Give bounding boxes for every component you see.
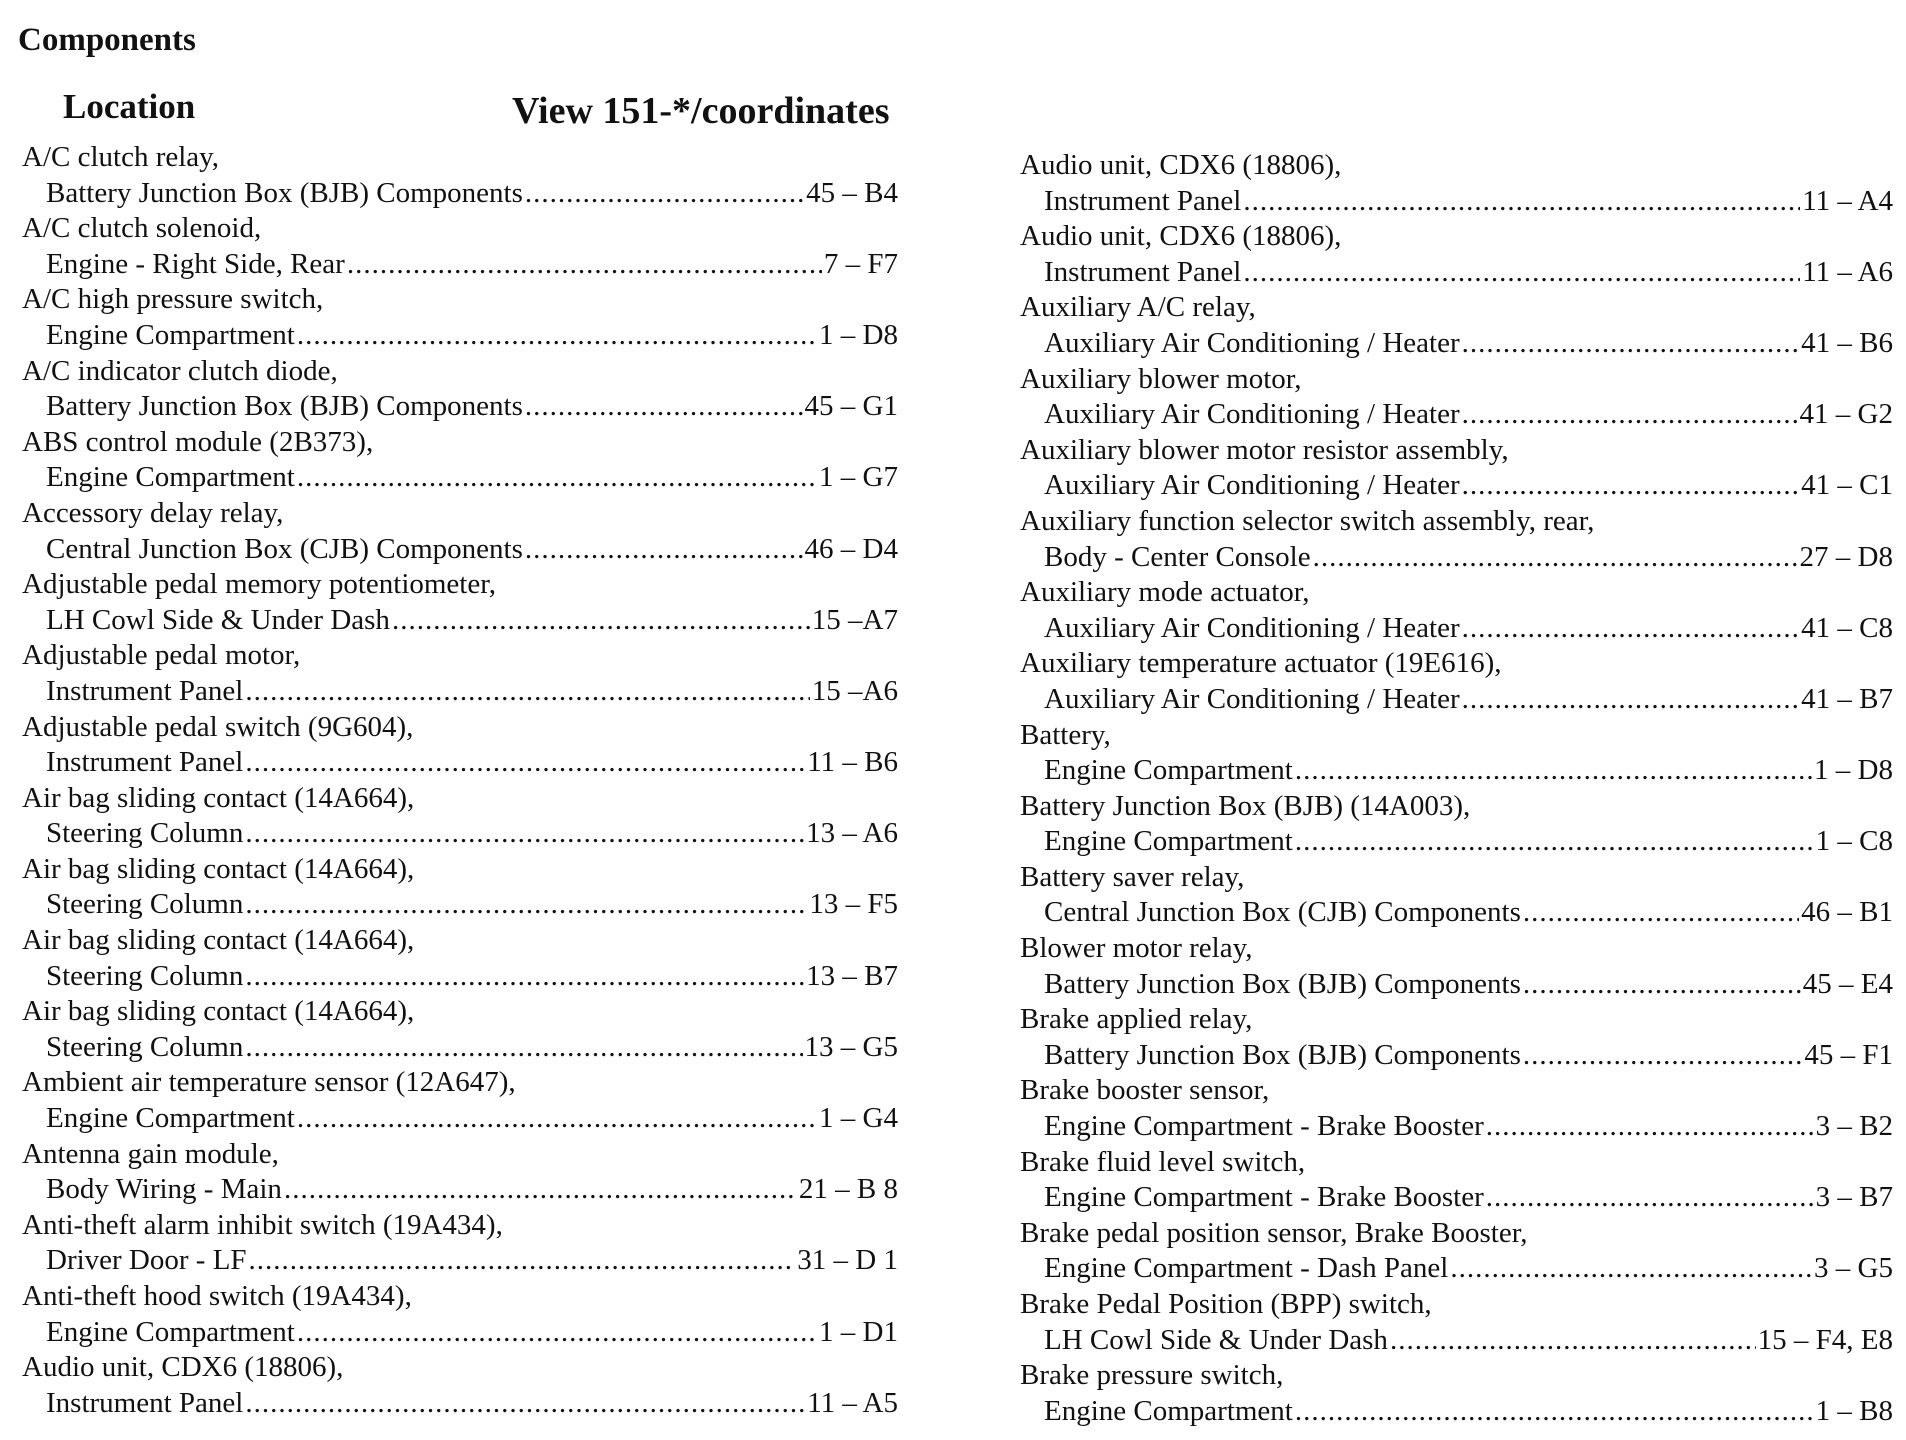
dot-leader xyxy=(1462,468,1800,504)
dot-leader xyxy=(245,887,807,923)
dot-leader xyxy=(297,460,817,496)
component-coordinates: 46 – B1 xyxy=(1801,896,1893,929)
component-entry xyxy=(22,923,898,994)
component-coordinates: 13 – A6 xyxy=(806,817,898,850)
component-coordinates: 11 – A6 xyxy=(1802,255,1893,288)
component-entry xyxy=(1020,148,1893,219)
dot-leader xyxy=(249,1243,796,1279)
dot-leader xyxy=(1462,326,1800,362)
component-coordinates: 3 – B2 xyxy=(1815,1110,1893,1143)
component-entry xyxy=(1020,860,1893,931)
component-location: Body Wiring - Main xyxy=(46,1173,282,1206)
dot-leader xyxy=(1295,1394,1814,1430)
dot-leader xyxy=(245,1030,802,1066)
component-location: Body - Center Console xyxy=(1044,540,1311,573)
component-entry xyxy=(1020,931,1893,1002)
component-entry xyxy=(1020,433,1893,504)
component-location: Instrument Panel xyxy=(1044,255,1242,288)
component-coordinates: 41 – G2 xyxy=(1799,398,1893,431)
component-location: Instrument Panel xyxy=(46,746,244,779)
component-location: Battery Junction Box (BJB) Components xyxy=(1044,1038,1521,1071)
dot-leader xyxy=(297,1315,817,1351)
dot-leader xyxy=(525,532,803,568)
component-location: Engine - Right Side, Rear xyxy=(46,247,345,280)
component-coordinates: 45 – F1 xyxy=(1804,1038,1893,1071)
component-coordinates: 11 – A4 xyxy=(1802,184,1893,217)
component-name: Brake fluid level switch, xyxy=(1020,1145,1306,1178)
component-location: Steering Column xyxy=(46,817,244,850)
dot-leader xyxy=(1295,824,1814,860)
component-name: Brake Pedal Position (BPP) switch, xyxy=(1020,1288,1432,1320)
component-entry xyxy=(22,1065,898,1136)
component-entry xyxy=(22,710,898,781)
component-coordinates: 31 – D 1 xyxy=(797,1244,898,1277)
component-location: Auxiliary Air Conditioning / Heater xyxy=(1044,682,1460,715)
component-entry xyxy=(1020,290,1893,361)
dot-leader xyxy=(1462,611,1800,647)
component-location: Battery Junction Box (BJB) Components xyxy=(46,390,523,423)
component-location: Battery Junction Box (BJB) Components xyxy=(1044,967,1521,1000)
component-location: Instrument Panel xyxy=(1044,184,1242,217)
component-coordinates: 45 – E4 xyxy=(1802,967,1893,1000)
component-coordinates: 45 – G1 xyxy=(804,390,898,423)
component-location: Steering Column xyxy=(46,1030,244,1063)
component-entry xyxy=(22,425,898,496)
component-name: Air bag sliding contact (14A664), xyxy=(22,995,415,1028)
component-name: Auxiliary blower motor, xyxy=(1020,362,1302,395)
component-entry xyxy=(22,140,898,211)
dot-leader xyxy=(1486,1109,1814,1145)
component-name: Auxiliary temperature actuator (19E616), xyxy=(1020,647,1502,680)
component-name: A/C high pressure switch, xyxy=(22,283,324,316)
component-name: Auxiliary A/C relay, xyxy=(1020,291,1256,324)
component-name: ABS control module (2B373), xyxy=(22,425,374,458)
component-location: Engine Compartment xyxy=(1044,754,1293,787)
right-column-list xyxy=(1020,148,1893,1429)
component-entry xyxy=(22,994,898,1065)
component-coordinates: 1 – G4 xyxy=(819,1102,898,1135)
component-name: Adjustable pedal motor, xyxy=(22,639,301,672)
component-entry xyxy=(22,496,898,567)
component-location: Auxiliary Air Conditioning / Heater xyxy=(1044,611,1460,644)
component-location: Central Junction Box (CJB) Components xyxy=(1044,896,1521,929)
view-coordinates-column-header: View 151-*/coordinates xyxy=(512,90,890,132)
component-coordinates: 1 – D8 xyxy=(819,318,898,351)
component-coordinates: 27 – D8 xyxy=(1799,540,1893,573)
component-name: Brake applied relay, xyxy=(1020,1003,1253,1036)
component-coordinates: 11 – B6 xyxy=(807,746,898,779)
component-name: Anti-theft alarm inhibit switch (19A434), xyxy=(22,1208,503,1241)
location-column-header: Location xyxy=(63,87,196,126)
component-location: Engine Compartment xyxy=(1044,1394,1293,1427)
component-entry xyxy=(22,354,898,425)
component-name: Audio unit, CDX6 (18806), xyxy=(1020,220,1342,253)
component-entry xyxy=(1020,575,1893,646)
component-coordinates: 7 – F7 xyxy=(823,247,898,280)
component-name: A/C clutch relay, xyxy=(22,141,220,173)
component-entry xyxy=(1020,1216,1893,1287)
component-coordinates: 45 – B4 xyxy=(806,176,898,209)
component-location: Engine Compartment xyxy=(46,1315,295,1348)
component-location: Driver Door - LF xyxy=(46,1244,247,1277)
component-location: Auxiliary Air Conditioning / Heater xyxy=(1044,398,1460,431)
dot-leader xyxy=(245,745,805,781)
component-location: Engine Compartment xyxy=(46,1102,295,1135)
component-entry xyxy=(1020,504,1893,575)
dot-leader xyxy=(297,1101,817,1137)
component-coordinates: 15 –A6 xyxy=(811,674,898,707)
component-entry xyxy=(1020,1358,1893,1429)
left-column-list xyxy=(22,140,898,1421)
component-coordinates: 46 – D4 xyxy=(804,532,898,565)
component-name: Battery saver relay, xyxy=(1020,860,1245,893)
component-location: Auxiliary Air Conditioning / Heater xyxy=(1044,469,1460,502)
dot-leader xyxy=(1486,1180,1814,1216)
component-coordinates: 13 – G5 xyxy=(804,1030,898,1063)
component-entry xyxy=(1020,718,1893,789)
component-name: Brake pedal position sensor, Brake Booster, xyxy=(1020,1216,1528,1249)
dot-leader xyxy=(245,959,804,995)
dot-leader xyxy=(1390,1323,1756,1359)
dot-leader xyxy=(1295,753,1812,789)
component-name: Auxiliary function selector switch assembly, rear, xyxy=(1020,504,1595,537)
component-entry xyxy=(22,1350,898,1421)
component-coordinates: 1 – C8 xyxy=(1815,825,1893,858)
component-name: Brake booster sensor, xyxy=(1020,1074,1270,1107)
component-location: Engine Compartment xyxy=(46,461,295,494)
section-title: Components xyxy=(18,22,196,58)
dot-leader xyxy=(1450,1251,1812,1287)
dot-leader xyxy=(245,674,809,710)
component-coordinates: 21 – B 8 xyxy=(798,1173,898,1206)
dot-leader xyxy=(525,389,803,425)
component-location: Central Junction Box (CJB) Components xyxy=(46,532,523,565)
component-entry xyxy=(22,638,898,709)
component-entry xyxy=(1020,1002,1893,1073)
component-name: Adjustable pedal memory potentiometer, xyxy=(22,568,496,601)
component-location: Instrument Panel xyxy=(46,1386,244,1419)
dot-leader xyxy=(1523,967,1801,1003)
component-entry xyxy=(22,1279,898,1350)
component-coordinates: 3 – G5 xyxy=(1814,1252,1893,1285)
component-name: Blower motor relay, xyxy=(1020,932,1253,965)
dot-leader xyxy=(1313,540,1798,576)
component-name: Antenna gain module, xyxy=(22,1137,279,1170)
component-name: Air bag sliding contact (14A664), xyxy=(22,852,415,885)
component-location: Auxiliary Air Conditioning / Heater xyxy=(1044,326,1460,359)
dot-leader xyxy=(297,318,817,354)
component-name: Auxiliary mode actuator, xyxy=(1020,576,1310,609)
component-name: Audio unit, CDX6 (18806), xyxy=(22,1351,344,1384)
component-name: Battery Junction Box (BJB) (14A003), xyxy=(1020,789,1471,822)
component-location: Engine Compartment - Dash Panel xyxy=(1044,1252,1449,1285)
component-coordinates: 11 – A5 xyxy=(807,1386,898,1419)
component-location: Engine Compartment - Brake Booster xyxy=(1044,1110,1484,1143)
dot-leader xyxy=(1243,255,1800,291)
dot-leader xyxy=(1523,895,1799,931)
dot-leader xyxy=(1523,1038,1802,1074)
dot-leader xyxy=(245,816,804,852)
component-entry xyxy=(22,1208,898,1279)
component-coordinates: 15 –A7 xyxy=(811,603,898,636)
component-coordinates: 41 – B7 xyxy=(1801,682,1893,715)
component-entry xyxy=(1020,219,1893,290)
component-coordinates: 1 – D1 xyxy=(819,1315,898,1348)
component-entry xyxy=(22,567,898,638)
dot-leader xyxy=(525,176,804,212)
component-location: Steering Column xyxy=(46,888,244,921)
component-name: Anti-theft hood switch (19A434), xyxy=(22,1280,412,1312)
component-entry xyxy=(22,211,898,282)
component-coordinates: 15 – F4, E8 xyxy=(1757,1323,1893,1356)
component-coordinates: 1 – D8 xyxy=(1814,754,1893,787)
component-name: A/C clutch solenoid, xyxy=(22,212,262,245)
component-entry xyxy=(1020,1145,1893,1216)
component-entry xyxy=(1020,1073,1893,1144)
dot-leader xyxy=(284,1172,797,1208)
component-name: Battery, xyxy=(1020,718,1111,751)
component-name: Air bag sliding contact (14A664), xyxy=(22,781,415,814)
component-location: Steering Column xyxy=(46,959,244,992)
component-location: Engine Compartment xyxy=(46,318,295,351)
component-location: LH Cowl Side & Under Dash xyxy=(46,603,390,636)
component-coordinates: 1 – G7 xyxy=(819,461,898,494)
dot-leader xyxy=(1462,397,1798,433)
component-entry xyxy=(22,282,898,353)
dot-leader xyxy=(1462,682,1800,718)
component-location: Engine Compartment xyxy=(1044,825,1293,858)
component-name: Auxiliary blower motor resistor assembly, xyxy=(1020,433,1509,466)
dot-leader xyxy=(347,247,822,283)
component-coordinates: 13 – F5 xyxy=(809,888,898,921)
dot-leader xyxy=(392,603,810,639)
component-name: Accessory delay relay, xyxy=(22,496,284,529)
dot-leader xyxy=(245,1386,805,1422)
component-entry xyxy=(22,1137,898,1208)
dot-leader xyxy=(1243,184,1800,220)
component-coordinates: 41 – B6 xyxy=(1801,326,1893,359)
component-entry xyxy=(1020,789,1893,860)
component-name: Adjustable pedal switch (9G604), xyxy=(22,710,414,743)
component-name: Audio unit, CDX6 (18806), xyxy=(1020,149,1342,181)
component-name: A/C indicator clutch diode, xyxy=(22,354,338,387)
component-location: Instrument Panel xyxy=(46,674,244,707)
component-coordinates: 13 – B7 xyxy=(806,959,898,992)
component-entry xyxy=(1020,646,1893,717)
component-location: LH Cowl Side & Under Dash xyxy=(1044,1323,1388,1356)
component-coordinates: 41 – C1 xyxy=(1801,469,1893,502)
component-entry xyxy=(1020,362,1893,433)
component-coordinates: 3 – B7 xyxy=(1815,1181,1893,1214)
component-name: Ambient air temperature sensor (12A647), xyxy=(22,1066,516,1099)
component-entry xyxy=(22,781,898,852)
component-location: Battery Junction Box (BJB) Components xyxy=(46,176,523,209)
component-location: Engine Compartment - Brake Booster xyxy=(1044,1181,1484,1214)
component-entry xyxy=(1020,1287,1893,1358)
component-coordinates: 41 – C8 xyxy=(1801,611,1893,644)
component-entry xyxy=(22,852,898,923)
component-coordinates: 1 – B8 xyxy=(1815,1394,1893,1427)
component-name: Brake pressure switch, xyxy=(1020,1359,1284,1392)
component-name: Air bag sliding contact (14A664), xyxy=(22,924,415,957)
